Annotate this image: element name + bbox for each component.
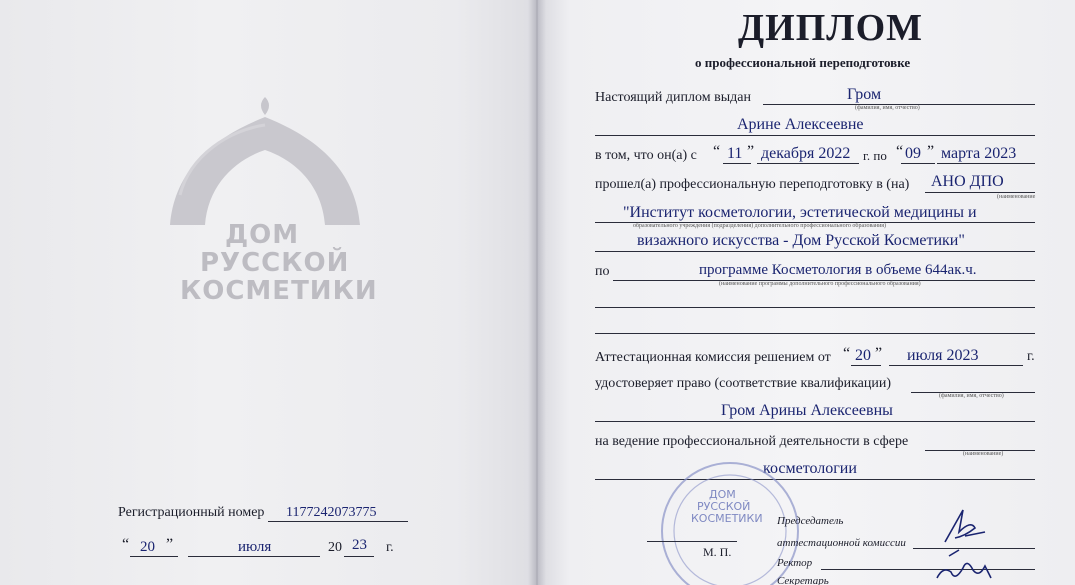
activity-label: на ведение профессиональной деятельности в сфере (595, 434, 909, 449)
signature-chair (935, 506, 995, 550)
org-line-2: визажного искусства - Дом Русской Косметики" (637, 232, 965, 249)
commission-label: Аттестационная комиссия решением от (595, 350, 831, 365)
registration-underline (268, 521, 408, 522)
chair-label-1: Председатель (777, 515, 844, 527)
name-underline (595, 135, 1035, 136)
period-label: в том, что он(а) с (595, 148, 697, 163)
hint-fio: (фамилия, имя, отчество) (855, 105, 920, 111)
date-open-quote: “ (122, 536, 130, 553)
to-open-quote: “ (896, 143, 904, 160)
issue-year-underline (344, 556, 374, 557)
right-label: удостоверяет право (соответствие квалификации) (595, 376, 892, 391)
date-close-quote: ” (166, 536, 174, 553)
mp-label: М. П. (703, 545, 732, 559)
program-label: по (595, 264, 610, 279)
rector-label: Ректор (777, 557, 813, 569)
commission-month-underline (889, 365, 1023, 366)
left-page (0, 0, 537, 585)
org-short: АНО ДПО (931, 173, 1004, 190)
comm-close-quote: ” (875, 345, 883, 362)
commission-unit: г. (1027, 349, 1035, 364)
watermark-line-2: РУССКОЙ (200, 248, 350, 278)
right-page (537, 0, 1075, 585)
from-day-underline (723, 163, 751, 164)
from-open-quote: “ (713, 143, 721, 160)
diploma-title: ДИПЛОМ (738, 7, 923, 49)
org-line-2-underline (595, 251, 1035, 252)
book-fold (528, 0, 546, 585)
mp-underline (647, 541, 737, 542)
to-day-underline (901, 163, 935, 164)
registration-number: 1177242073775 (286, 505, 377, 520)
registration-label: Регистрационный номер (118, 505, 265, 520)
commission-day: 20 (855, 347, 871, 364)
hint-name: (наименование) (963, 451, 1004, 457)
to-month-year: марта 2023 (941, 145, 1017, 162)
blank-line-2 (595, 333, 1035, 334)
to-day: 09 (905, 145, 921, 162)
stamp-line-2: РУССКОЙ (697, 500, 751, 513)
secretary-label: Секретарь (777, 575, 829, 585)
issue-day: 20 (140, 539, 155, 555)
holder-name-genitive: Гром Арины Алексеевны (721, 402, 893, 419)
from-month-underline (757, 163, 859, 164)
holder-name-underline (595, 421, 1035, 422)
issue-month: июля (238, 539, 272, 555)
issue-year-unit: г. (386, 540, 394, 555)
issue-year-suffix: 23 (352, 537, 367, 553)
comm-open-quote: “ (843, 345, 851, 362)
activity-value: косметологии (763, 460, 857, 477)
issue-month-underline (188, 556, 320, 557)
commission-day-underline (851, 365, 881, 366)
issue-day-underline (130, 556, 178, 557)
from-month-year: декабря 2022 (761, 145, 851, 162)
org-line-1: "Институт косметологии, эстетической медицины и (623, 204, 977, 221)
chair-label-2: аттестационной комиссии (777, 537, 906, 549)
watermark-line-1: ДОМ (225, 220, 300, 250)
signature-rector (929, 548, 1009, 585)
stamp-line-1: ДОМ (709, 488, 736, 501)
hint-fio-2: (фамилия, имя, отчество) (939, 393, 1004, 399)
blank-line-1 (595, 307, 1035, 308)
hint-org: (наименование (997, 194, 1036, 200)
issued-label: Настоящий диплом выдан (595, 90, 751, 105)
to-close-quote: ” (927, 143, 935, 160)
to-month-underline (937, 163, 1035, 164)
hint-program: (наименование программы дополнительного профессионального образования) (719, 281, 921, 287)
diploma-subtitle: о профессиональной переподготовке (695, 55, 911, 70)
program-name: программе Косметология в объеме 644ак.ч. (699, 262, 977, 278)
stamp-line-3: КОСМЕТИКИ (691, 512, 763, 525)
hint-org-2: образовательного учреждения (подразделения) дополнительного профессионального образования) (633, 223, 887, 229)
org-short-underline (925, 192, 1035, 193)
issue-year-prefix: 20 (328, 540, 342, 555)
holder-surname: Гром (847, 86, 882, 103)
from-unit: г. по (863, 148, 887, 163)
holder-name: Арине Алексеевне (737, 116, 864, 133)
passed-label: прошел(а) профессиональную переподготовку в (на) (595, 177, 910, 192)
from-close-quote: ” (747, 143, 755, 160)
watermark-line-3: КОСМЕТИКИ (180, 276, 378, 306)
commission-month-year: июля 2023 (907, 347, 979, 364)
from-day: 11 (727, 145, 743, 162)
